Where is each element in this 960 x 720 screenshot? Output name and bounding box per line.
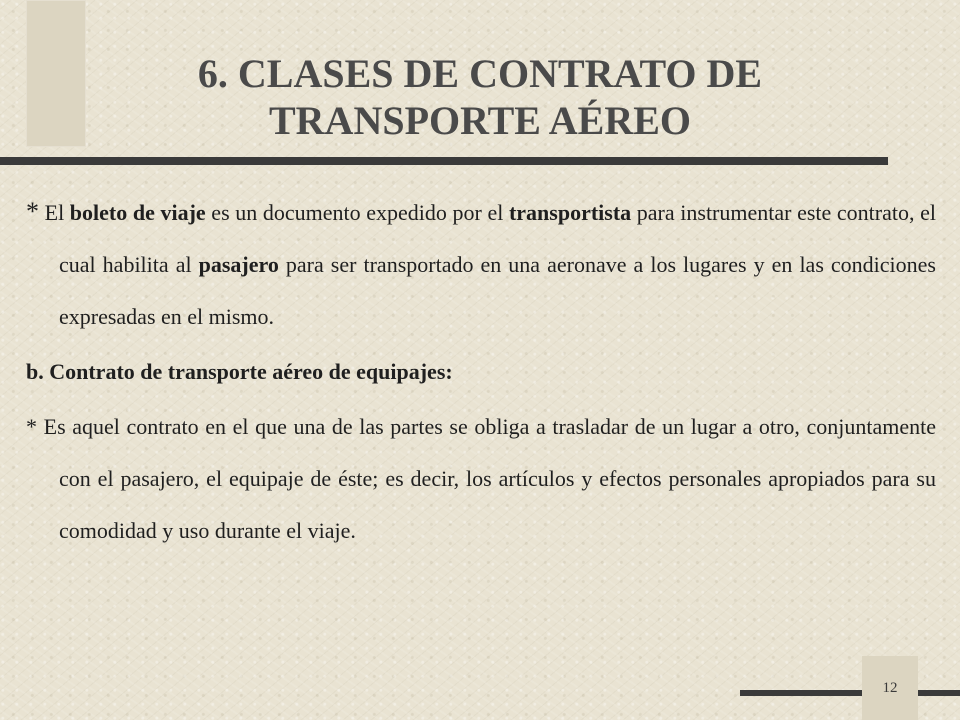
paragraph-boleto [26,186,936,343]
title-underline-bar [0,157,888,165]
title-line-2: TRANSPORTE AÉREO [268,98,691,143]
title-line-1: 6. CLASES DE CONTRATO DE [197,51,763,96]
text-segment: para ser transportado en una aeronave a los lugares y en las condiciones expresadas en el mismo. [59,252,936,329]
bullet-asterisk: * [26,414,37,439]
paragraph-text: Es aquel contrato en el que una de las partes se obliga a trasladar de un lugar a otro, conjuntamente con el pasajero, el equipaje de éste; es decir, los artículos y efectos personales apropiados para su comodidad y uso durante el viaje. [43,414,936,543]
term-transportista: transportista [508,200,632,225]
term-boleto-de-viaje: boleto de viaje [69,200,206,225]
page-number: 12 [882,679,898,696]
term-pasajero: pasajero [198,252,279,277]
paragraph-equipajes [26,401,936,557]
section-heading-equipajes: b. Contrato de transporte aéreo de equipajes: [26,359,453,384]
text-segment: El [44,200,70,225]
text-segment: es un documento expedido por el [205,200,509,225]
slide-title [100,50,860,144]
bullet-asterisk: * [26,197,39,226]
decorative-square [26,0,86,147]
footer-bar [740,690,960,696]
text-segment: para instrumentar este contrato, el cual habilita al [59,200,936,277]
page-number-box [862,656,918,720]
slide-body [26,186,936,557]
